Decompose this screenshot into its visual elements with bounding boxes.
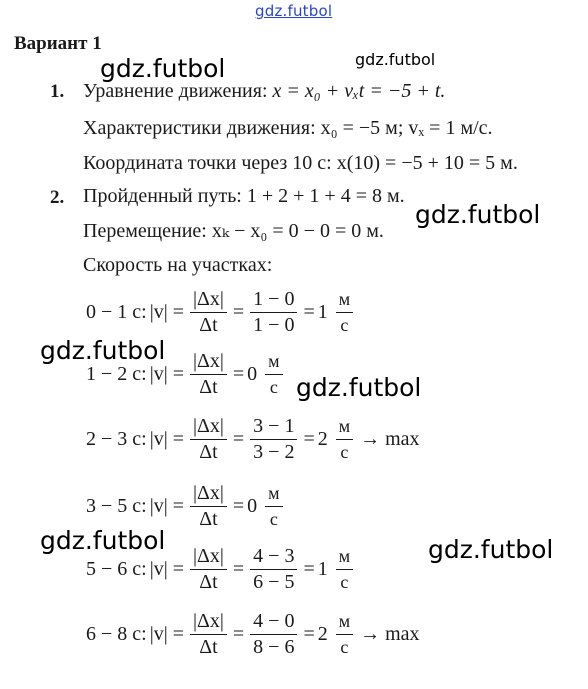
unit-second: с [340,314,349,335]
segment-speed: 0 [247,494,258,517]
unit-meter: м [336,415,353,440]
unit-second: с [340,571,349,592]
value-fraction [250,610,297,659]
max-marker: → max [360,427,420,450]
unit-second: с [340,636,349,657]
delta-t: Δt [199,313,218,336]
segment-interval: 0 − 1 с: [86,300,147,323]
value-fraction [250,415,297,464]
speed-modulus: |v| = [149,362,185,385]
speed-segment-row [86,283,356,341]
segment-speed: 1 [317,300,328,323]
path-value: 1 + 2 + 1 + 4 = 8 м. [246,185,405,207]
characteristics-values: x₀ = −5 м; vₓ = 1 м/с. [320,117,493,139]
denominator: 8 − 6 [253,635,295,658]
delta-t: Δt [199,440,218,463]
segment-interval: 2 − 3 с: [86,427,147,450]
delta-fraction [190,288,227,337]
path-travelled [83,185,405,208]
segment-interval: 6 − 8 с: [86,622,147,645]
denominator: 3 − 2 [253,440,295,463]
displacement-label: Перемещение: [83,220,207,242]
equals-sign: = [232,427,245,450]
watermark: gdz.futbol [40,526,166,555]
speed-segment-row [86,540,356,598]
delta-fraction [190,482,227,531]
watermark: gdz.futbol [355,50,436,69]
equals-sign: = [303,300,315,323]
equals-sign: = [303,427,315,450]
unit-meter: м [265,482,282,507]
displacement-value: xₖ − x₀ = 0 − 0 = 0 м. [211,220,384,242]
delta-x: |Δx| [190,610,227,635]
speed-modulus: |v| = [149,494,185,517]
speed-label: Скорость на участках: [83,254,273,276]
delta-x: |Δx| [190,482,227,507]
equation-label: Уравнение движения: [83,80,268,102]
watermark: gdz.futbol [100,54,226,83]
speed-segment-row [86,410,420,468]
speed-modulus: |v| = [149,622,185,645]
watermark: gdz.futbol [40,336,166,365]
numerator: 4 − 0 [250,610,297,635]
delta-t: Δt [199,375,218,398]
speed-unit [336,545,353,594]
delta-fraction [190,350,227,399]
equation-formula: x = x₀ + vₓt = −5 + t. [272,80,446,102]
unit-second: с [340,441,349,462]
equals-sign: = [232,557,245,580]
equals-sign: = [232,362,245,385]
delta-fraction [190,610,227,659]
segment-interval: 1 − 2 с: [86,362,147,385]
unit-meter: м [336,610,353,635]
segment-interval: 3 − 5 с: [86,494,147,517]
delta-fraction [190,545,227,594]
coordinate-label: Координата точки через 10 с: [83,152,332,174]
speed-segment-row [86,477,286,535]
task-1-number: 1. [50,81,65,102]
delta-t: Δt [199,570,218,593]
variant-title: Вариант 1 [14,33,102,54]
segment-interval: 5 − 6 с: [86,557,147,580]
speed-unit [336,288,353,337]
denominator: 1 − 0 [253,313,295,336]
displacement [83,218,384,243]
equals-sign: = [303,557,315,580]
delta-t: Δt [199,507,218,530]
segment-speed: 2 [317,622,328,645]
value-fraction [250,288,297,337]
watermark: gdz.futbol [415,200,541,229]
unit-meter: м [265,350,282,375]
unit-meter: м [336,545,353,570]
delta-x: |Δx| [190,545,227,570]
speed-segment-row [86,605,420,663]
equals-sign: = [232,622,245,645]
task-2-number: 2. [50,187,65,208]
unit-meter: м [336,288,353,313]
delta-x: |Δx| [190,288,227,313]
equals-sign: = [303,622,315,645]
segment-speed: 0 [247,362,258,385]
equals-sign: = [232,494,245,517]
characteristics-label: Характеристики движения: [83,117,316,139]
equals-sign: = [232,300,245,323]
value-fraction [250,545,297,594]
delta-fraction [190,415,227,464]
speed-unit [265,482,282,531]
numerator: 1 − 0 [250,288,297,313]
numerator: 4 − 3 [250,545,297,570]
motion-characteristics [83,117,493,140]
path-label: Пройденный путь: [83,185,242,207]
speed-segment-row [86,345,286,403]
delta-t: Δt [199,635,218,658]
speed-unit [265,350,282,399]
numerator: 3 − 1 [250,415,297,440]
speed-unit [336,415,353,464]
speed-modulus: |v| = [149,300,185,323]
speed-unit [336,610,353,659]
speed-modulus: |v| = [149,427,185,450]
speed-modulus: |v| = [149,557,185,580]
segment-speed: 2 [317,427,328,450]
coordinate-value: x(10) = −5 + 10 = 5 м. [336,152,518,174]
point-coordinate [83,152,518,175]
denominator: 6 − 5 [253,570,295,593]
watermark: gdz.futbol [255,2,333,20]
delta-x: |Δx| [190,350,227,375]
delta-x: |Δx| [190,415,227,440]
max-marker: → max [360,622,420,645]
motion-equation [83,80,445,103]
watermark: gdz.futbol [428,535,554,564]
unit-second: с [269,508,278,529]
segment-speed: 1 [317,557,328,580]
watermark: gdz.futbol [296,373,422,402]
unit-second: с [269,376,278,397]
